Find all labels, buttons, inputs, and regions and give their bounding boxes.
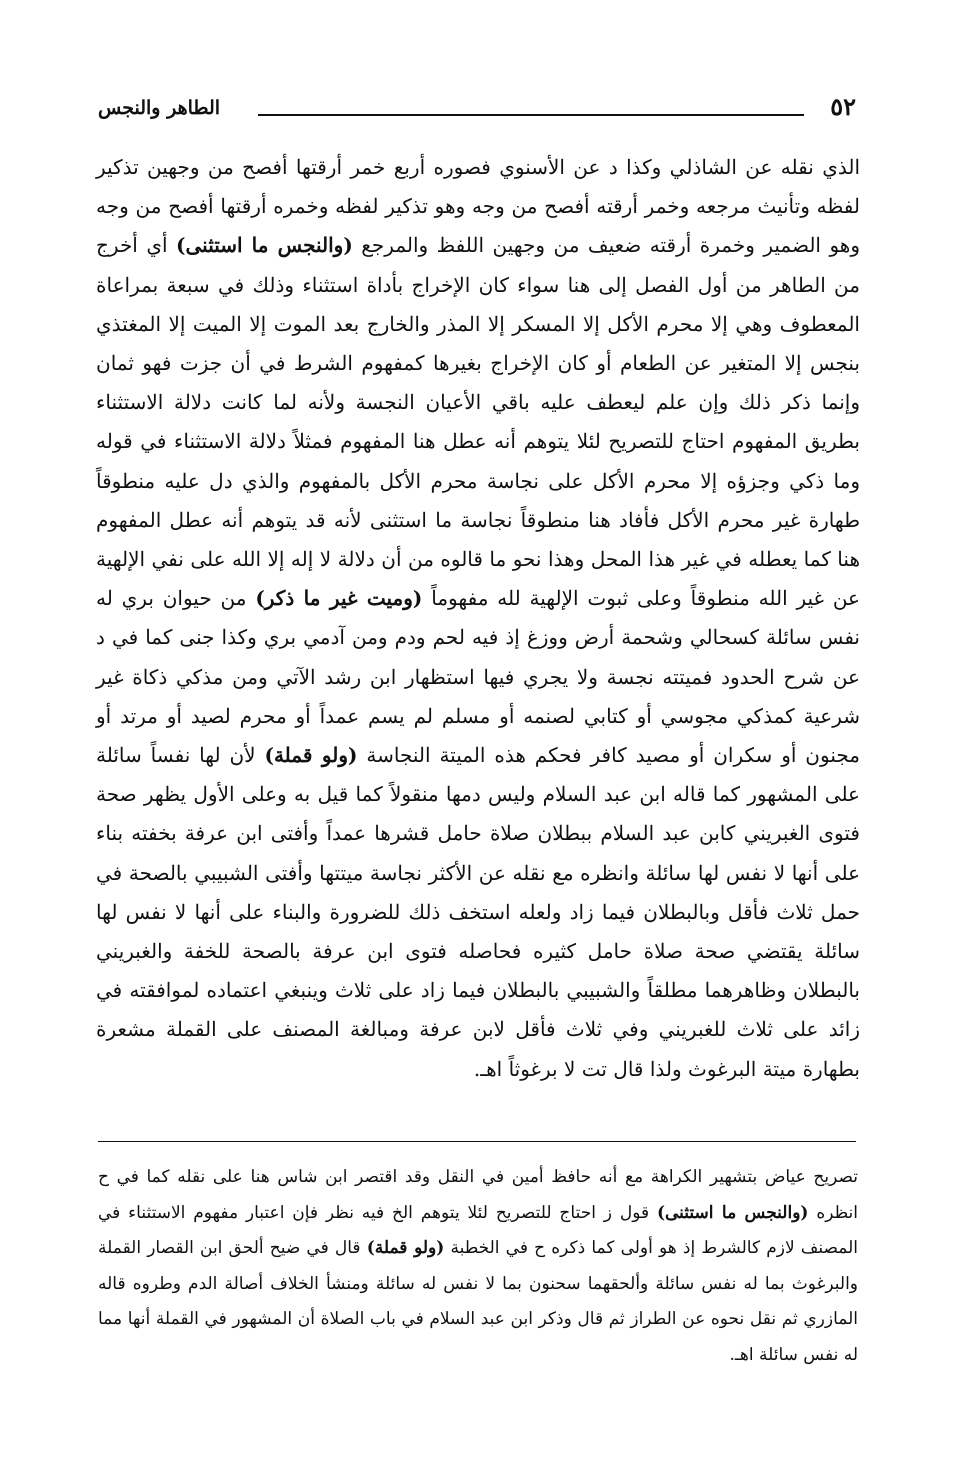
running-head <box>98 92 856 126</box>
footnote-paragraph <box>98 1160 858 1373</box>
footnote-bold-najas: (والنجس ما استثنى) <box>656 1202 809 1223</box>
main-text <box>96 148 860 1089</box>
main-text-run: الذي نقله عن الشاذلي وكذا د عن الأسنوي فصوره أربع خمر أرقتها أفصح من وجهين تذكير لفظه وتأنيث مرجعه وخمر أرقته أفصح من وجه وهو تذكير لفظه وخمره أرقتها أفصح من وجه وهو الضمير وخمرة أرقته ضعيف من وجهين اللفظ والمرجع <box>96 155 861 258</box>
footnote-text-run: تصريح عياض بتشهير الكراهة مع أنه حافظ أمين في النقل وقد اقتصر ابن شاس هنا على نقله كما في ح انظره <box>98 1167 859 1223</box>
page-number: ٥٢ <box>830 92 856 121</box>
footnote-text <box>98 1160 858 1373</box>
main-text-run: أي أخرج من الطاهر من أول الفصل إلى هنا سواء كان الإخراج بأداة استثناء وذلك في سبعة بمراعاة المعطوف وهي إلا محرم الأكل إلا المسكر إلا المذر والخارج بعد الموت إلا الميت إلا المغتذي بنجس إلا المتغير عن الطعام أو كان الإخراج بغيرها كمفهوم الشرط في أن جزت فهو ثمان وإنما ذكر ذلك وإن علم ليعطف عليه باقي الأعيان النجسة ولأنه لما كانت دلالة الاستثناء بطريق المفهوم احتاج للتصريح لئلا يتوهم أنه عطل هنا المفهوم فمثلاً دلالة الاستثناء في قوله وما ذكي وجزؤه إلا محرم الأكل على نجاسة محرم الأكل بالمفهوم والذي دل عليه منطوقاً طهارة غير محرم الأكل فأفاد هنا منطوقاً نجاسة ما استثنى لأنه قد يتوهم أنه عطل المفهوم هنا كما يعطله في غير هذا المحل وهذا نحو ما قالوه من أن دلالة لا إله إلا الله على نفي الإلهية عن غير الله منطوقاً وعلى ثبوت الإلهية لله مفهوماً <box>96 233 860 611</box>
bold-keyword-qamla: (ولو قملة) <box>264 743 358 768</box>
header-rule <box>258 114 804 116</box>
main-text-run: لأن لها نفساً سائلة على المشهور كما قاله ابن عبد السلام وليس دمها منقولاً كما قيل به وعلى الأول يظهر صحة فتوى الغبريني كابن عبد السلام ببطلان صلاة حامل قشرها عمداً وأفتى ابن عرفة بخفته بناء على أنها لا نفس لها سائلة وانظره مع نقله عن الأكثر نجاسة ميتتها وأفتى الشبيبي بالصحة في حمل ثلاث فأقل وبالبطلان فيما زاد ولعله استخف ذلك للضرورة والبناء على أنها لا نفس لها سائلة يقتضي صحة صلاة حامل كثيره فحاصله فتوى ابن عرفة بالصحة للخفة والغبريني بالبطلان وظاهرهما مطلقاً والشبيبي بالبطلان فيما زاد على ثلاث وينبغي اعتماده لموافقته في زائد على ثلاث للغبريني وفي ثلاث فأقل لابن عرفة ومبالغة المصنف على القملة مشعرة بطهارة ميتة البرغوث ولذا قال تت لا برغوثاً اهـ. <box>96 743 860 1081</box>
footnote-text-run: قال في ضيح ألحق ابن القصار القملة والبرغوث بما له نفس سائلة وألحقهما سحنون بما لا نفس له سائلة ومنشأ الخلاف أصالة الدم وطروه قاله المازري ثم نقل نحوه عن الطراز ثم قال وذكر ابن عبد السلام في باب الصلاة أن المشهور في القملة أنها مما له نفس سائلة اهـ. <box>98 1238 858 1365</box>
running-title: الطاهر والنجس <box>98 97 221 119</box>
footnote-text-run: قول ز احتاج للتصريح لئلا يتوهم الخ فيه نظر فإن اعتبار مفهوم الاستثناء في المصنف لازم كالشرط إذ هو أولى كما ذكره ح في الخطبة <box>98 1202 858 1258</box>
bold-keyword-mayyit: (وميت غير ما ذكر) <box>255 586 423 611</box>
footnote-bold-qamla: (ولو قملة) <box>366 1238 445 1258</box>
bold-keyword-najas: (والنجس ما استثنى) <box>176 233 353 258</box>
footnote-separator <box>98 1141 856 1142</box>
main-paragraph <box>96 148 860 1089</box>
main-text-run: من حيوان بري له نفس سائلة كسحالي وشحمة أرض ووزغ إذ فيه لحم ودم ومن آدمي بري وكذا جنى كما في د عن شرح الحدود فميتته نجسة ولا يجري فيها استظهار ابن رشد الآتي ومن مذكي ذكاة غير شرعية كمذكي مجوسي أو كتابي لصنمه أو مسلم لم يسم عمداً أو محرم لصيد أو مرتد أو مجنون أو سكران أو مصيد كافر فحكم هذه الميتة النجاسة <box>96 586 860 768</box>
